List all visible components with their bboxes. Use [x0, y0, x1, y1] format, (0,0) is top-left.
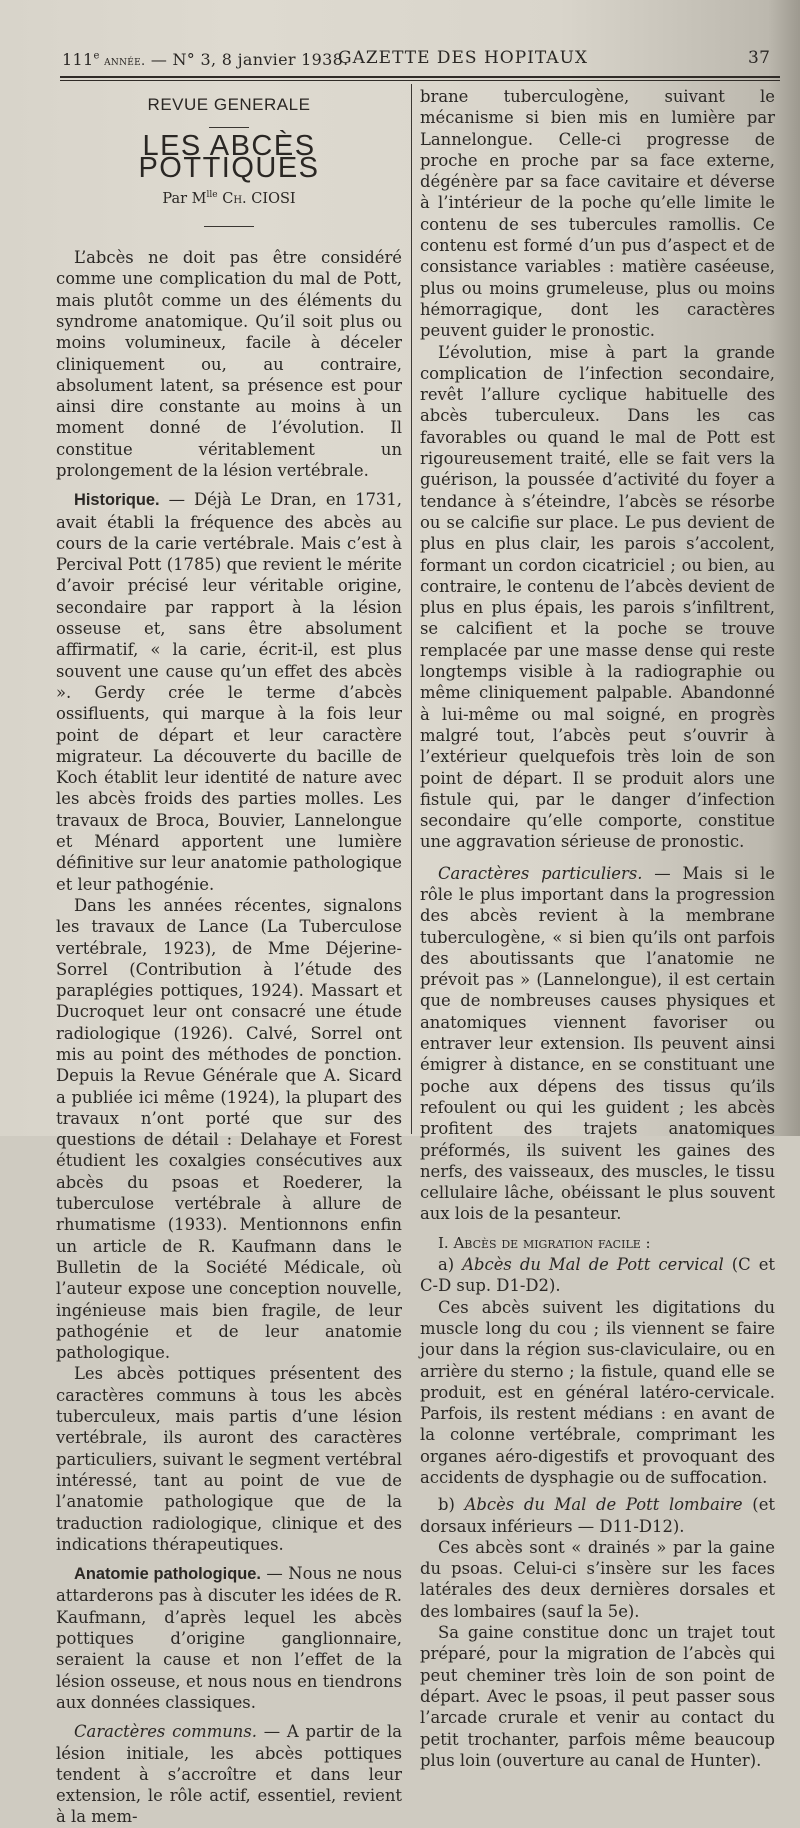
page-number: 37: [748, 48, 771, 68]
column-divider: [411, 84, 412, 1134]
membrane-paragraph: brane tuberculogène, suivant le mécanisme si bien mis en lumière par Lannelongue. Celle-ci progresse de proche en proche par sa face externe, dégénère par sa face cavitaire et déverse à l’intérieur de la poche qu’elle limite le contenu de ses tubercules ramollis. Ce contenu est formé d’un pus d’aspect et de consistance variables : matière caséeuse, plus ou moins grumeleuse, plus ou moins hémorragique, dont les caractères peuvent guider le pronostic.: [420, 87, 775, 341]
running-header: [58, 48, 776, 72]
intro-paragraph: L’abcès ne doit pas être considéré comme une complication du mal de Pott, mais plutôt comme un des éléments du syndrome anatomique. Qu’il soit plus ou moins volumineux, facile à déceler cliniquement ou, au contraire, absolument latent, sa présence est pour ainsi dire constante au moins à un moment donné de l’évolution. Il constitue véritablement un prolongement de la lésion vertébrale.: [56, 248, 402, 480]
byline: Par $M^{lle}$ Ch. CIOSI: [162, 189, 296, 207]
header-rule: [60, 76, 780, 81]
section-kicker: REVUE GENERALE: [147, 95, 311, 114]
left-column: [56, 84, 402, 1828]
issue-line: 111e année. — N° 3, 8 janvier 1938.: [62, 50, 349, 69]
historique-paragraph: Historique. — Déjà Le Dran, en 1731, avait établi la fréquence des abcès au cours de la carie vertébrale. Mais c’est à Percival Pott (1785) que revient le mérite d’avoir précisé leur véritable origine, secondaire par rapport à la lésion osseuse et, sans être absolument affirmatif, « la carie, écrit-il, est plus souvent une cause qu’un effet des abcès ». Gerdy crée le terme d’abcès ossifluents, qui marque à la fois leur point de départ et leur caractère migrateur. La découverte du bacille de Koch établit leur identité de nature avec les abcès froids des parties molles. Les travaux de Broca, Bouvier, Lannelongue et Ménard apportent une lumière définitive sur leur anatomie pathologique et leur pathogénie.: [56, 490, 402, 894]
psoas-paragraph: Ces abcès sont « drainés » par la gaine du psoas. Celui-ci s’insère sur les faces latérales des deux dernières dorsales et des lombaires (sauf la 5e).: [420, 1537, 775, 1621]
kicker-rule: [209, 127, 249, 128]
cervical-heading: a) Abcès du Mal de Pott cervical (C et C-D sup. D1-D2).: [420, 1255, 775, 1296]
characters-paragraph: Les abcès pottiques présentent des caractères communs à tous les abcès tuberculeux, mais partis d’une lésion vertébrale, ils auront des caractères particuliers, suivant le segment vertébral intéressé, tant au point de vue de l’anatomie pathologique que de la traduction radiologique, clinique et des indications thérapeutiques.: [56, 1364, 402, 1554]
anatomie-paragraph: Anatomie pathologique. — Nous ne nous attarderons pas à discuter les idées de R. Kaufmann, d’après lequel les abcès pottiques d’origine ganglionnaire, seraient la cause et non l’effet de la lésion osseuse, et nous nous en tiendrons aux données classiques.: [56, 1564, 402, 1712]
article-title: LES ABCÈS POTTIQUES: [138, 130, 320, 184]
journal-name: GAZETTE DES HOPITAUX: [338, 48, 589, 68]
section-heading-migration: I. Abcès de migration facile :: [438, 1233, 651, 1252]
right-column: [420, 86, 775, 1771]
lombaire-heading: b) Abcès du Mal de Pott lombaire (et dorsaux inférieurs — D11-D12).: [420, 1495, 775, 1536]
byline-rule: [204, 226, 254, 227]
evolution-paragraph: L’évolution, mise à part la grande complication de l’infection secondaire, revêt l’allure cyclique habituelle des abcès tuberculeux. Dans les cas favorables ou quand le mal de Pott est rigoureusement traité, elle se fait vers la guérison, la poussée d’activité du foyer a tendance à s’éteindre, l’abcès se résorbe ou se calcifie sur place. Le pus devient de plus en plus clair, les parois s’accolent, formant un cordon cicatriciel ; ou bien, au contraire, le contenu de l’abcès devient de plus en plus épais, les parois s’infiltrent, se calcifient et la poche se trouve remplacée par une masse dense qui reste longtemps visible à la radiographie ou même cliniquement palpable. Abandonné à lui-même ou mal soigné, en progrès malgré tout, l’abcès peut s’ouvrir à l’extérieur quelquefois très loin de son point de départ. Il se produit alors une fistule qui, par le danger d’infection secondaire qu’elle comporte, constitue une aggravation sérieuse de pronostic.: [420, 342, 775, 852]
gaine-paragraph: Sa gaine constitue donc un trajet tout préparé, pour la migration de l’abcès qui peut cheminer très loin de son point de départ. Avec le psoas, il peut passer sous l’arcade crurale et venir au contact du petit trochanter, parfois même beaucoup plus loin (ouverture au canal de Hunter).: [420, 1623, 775, 1770]
particuliers-paragraph: Caractères particuliers. — Mais si le rôle le plus important dans la progression des abcès revient à la membrane tuberculogène, « si bien qu’ils ont parfois des aboutissants que l’anatomie ne prévoit pas » (Lannelongue), il est certain que de nombreuses causes physiques et anatomiques viennent favoriser ou entraver leur extension. Ils peuvent ainsi émigrer à distance, en se constituant une poche aux dépens des tissus qu’ils refoulent ou qui les guident ; les abcès profitent des trajets anatomiques préformés, ils suivent les gaines des nerfs, des vaisseaux, des muscles, le tissu cellulaire lâche, obéissant le plus souvent aux lois de la pesanteur.: [420, 863, 775, 1224]
communs-paragraph: Caractères communs. — A partir de la lésion initiale, les abcès pottiques tendent à s’accroître et dans leur extension, le rôle actif, essentiel, revient à la mem-: [56, 1722, 402, 1827]
recent-works-paragraph: Dans les années récentes, signalons les travaux de Lance (La Tuberculose vertébrale, 1923), de Mme Déjerine-Sorrel (Contribution à l’étude des paraplégies pottiques, 1924). Massart et Ducroquet leur ont consacré une étude radiologique (1926). Calvé, Sorrel ont mis au point des méthodes de ponction. Depuis la Revue Générale que A. Sicard a publiée ici même (1924), la plupart des travaux n’ont porté que sur des questions de détail : Delahaye et Forest étudient les coxalgies consécutives aux abcès du psoas et Roederer, la tuberculose vertébrale à allure de rhumatisme (1933). Mentionnons enfin un article de R. Kaufmann dans le Bulletin de la Société Médicale, où l’auteur expose une conception nouvelle, ingénieuse mais bien fragile, de leur pathogénie et de leur anatomie pathologique.: [56, 895, 402, 1363]
cervical-paragraph: Ces abcès suivent les digitations du muscle long du cou ; ils viennent se faire jour dans la région sus-claviculaire, ou en arrière du sterno ; la fistule, quand elle se produit, est en général latéro-cervicale. Parfois, ils restent médians : en avant de la colonne vertébrale, comprimant les organes aéro-digestifs et provoquant des accidents de dysphagie ou de suffocation.: [420, 1297, 775, 1487]
